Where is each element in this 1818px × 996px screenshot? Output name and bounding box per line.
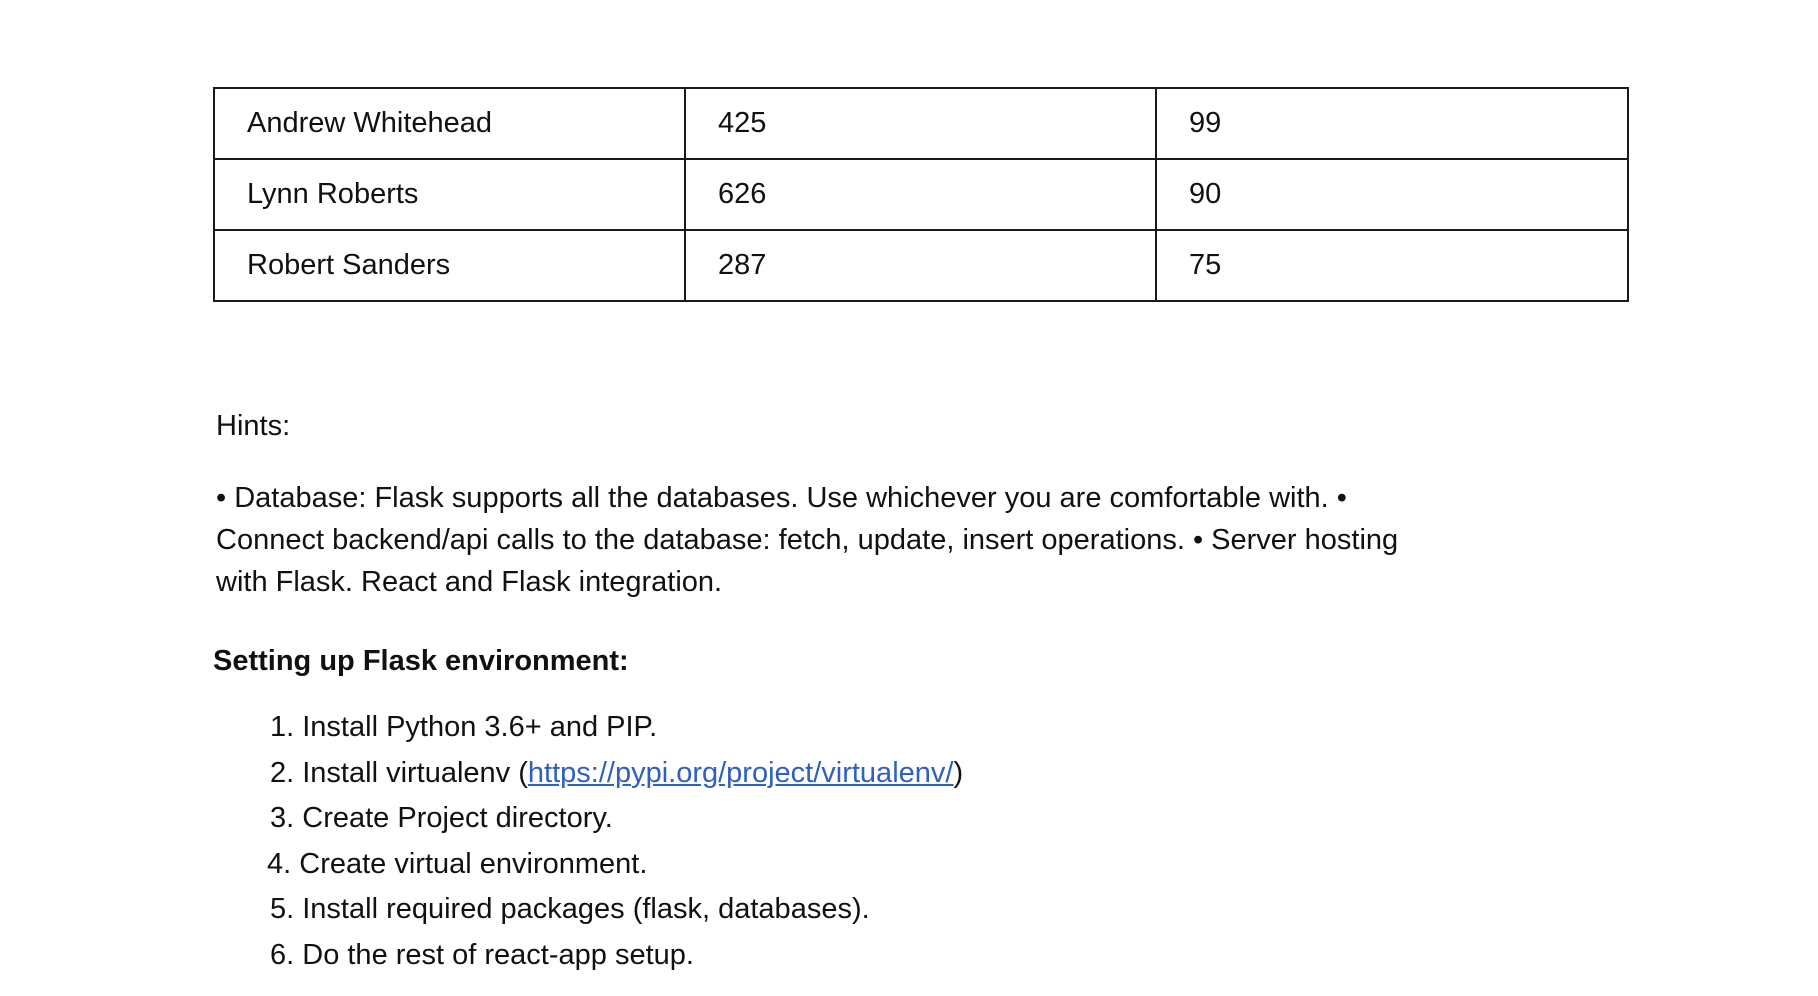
virtualenv-link[interactable]: https://pypi.org/project/virtualenv/ <box>527 756 954 789</box>
table-cell-name: Lynn Roberts <box>214 159 685 230</box>
list-item <box>270 705 963 751</box>
list-item-number: 4. <box>267 847 292 880</box>
list-item-text: Install virtualenv ( <box>302 756 528 789</box>
table-cell-value: 626 <box>685 159 1156 230</box>
table-cell-value: 287 <box>685 230 1156 301</box>
list-item <box>270 933 963 979</box>
list-item <box>270 751 963 797</box>
table-cell-value: 425 <box>685 88 1156 159</box>
list-item-number: 1. <box>270 711 295 743</box>
list-item <box>267 842 963 888</box>
table-row <box>214 230 1628 301</box>
table-cell-name: Robert Sanders <box>214 230 685 301</box>
list-item-number: 2. <box>270 756 295 789</box>
list-item-text-closing: ) <box>953 756 964 789</box>
table-cell-score: 99 <box>1156 88 1628 159</box>
list-item-text: Do the rest of react-app setup. <box>302 938 694 971</box>
table-cell-score: 75 <box>1156 230 1628 301</box>
hints-title: Hints: <box>216 410 291 442</box>
table-row <box>214 159 1628 230</box>
list-item-number: 6. <box>270 938 295 971</box>
setup-heading: Setting up Flask environment: <box>213 645 629 677</box>
hints-paragraph: • Database: Flask supports all the databases. Use whichever you are comfortable with. • Connect backend/api calls to the database: fetch, update, insert operations. • Server hosting with Flask. React and Flask integration. <box>216 482 1399 598</box>
list-item-number: 5. <box>270 893 295 925</box>
list-item <box>270 796 963 842</box>
list-item-text: Install Python 3.6+ and PIP. <box>302 711 658 743</box>
list-item-text: Create Project directory. <box>302 802 613 834</box>
table-cell-name: Andrew Whitehead <box>214 88 685 159</box>
results-table <box>213 87 1629 302</box>
list-item-number: 3. <box>270 802 295 834</box>
list-item-text: Install required packages (flask, databases). <box>302 893 870 925</box>
table-cell-score: 90 <box>1156 159 1628 230</box>
table-row <box>214 88 1628 159</box>
setup-steps-list <box>267 705 964 978</box>
list-item-text: Create virtual environment. <box>299 847 648 880</box>
list-item <box>270 887 963 933</box>
